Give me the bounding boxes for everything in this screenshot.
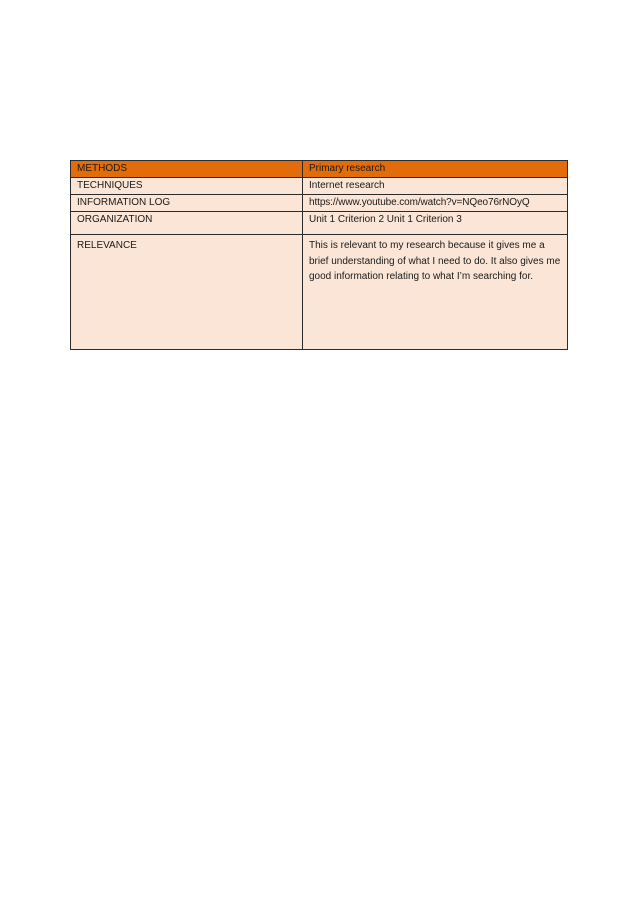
value-organization: Unit 1 Criterion 2 Unit 1 Criterion 3 bbox=[303, 212, 568, 235]
table-row-organization bbox=[71, 212, 568, 235]
label-techniques: TECHNIQUES bbox=[71, 178, 303, 195]
value-information-log-link[interactable]: https://www.youtube.com/watch?v=NQeo76rNOyQ bbox=[303, 195, 568, 212]
label-methods: METHODS bbox=[71, 161, 303, 178]
label-relevance: RELEVANCE bbox=[71, 235, 303, 350]
table-row-methods bbox=[71, 161, 568, 178]
label-organization: ORGANIZATION bbox=[71, 212, 303, 235]
value-techniques: Internet research bbox=[303, 178, 568, 195]
table-row-techniques bbox=[71, 178, 568, 195]
value-methods: Primary research bbox=[303, 161, 568, 178]
research-table bbox=[70, 160, 568, 350]
label-information-log: INFORMATION LOG bbox=[71, 195, 303, 212]
table-row-information-log bbox=[71, 195, 568, 212]
value-relevance: This is relevant to my research because it gives me a brief understanding of what I need to do. It also gives me good information relating to what I’m searching for. bbox=[303, 235, 568, 350]
table-row-relevance bbox=[71, 235, 568, 350]
